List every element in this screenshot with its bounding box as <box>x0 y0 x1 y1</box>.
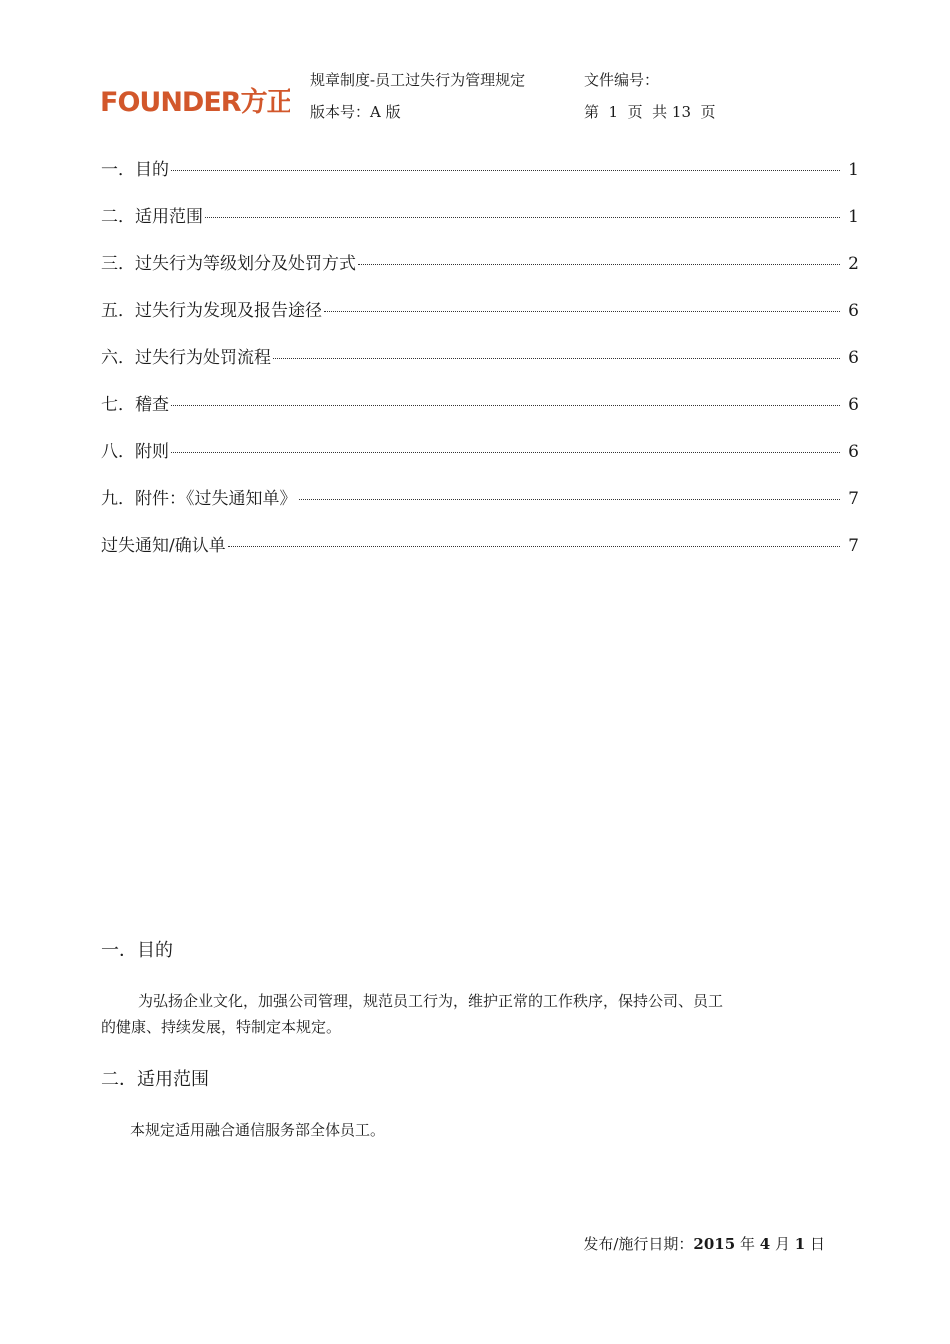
page-info: 第 1 页 共 13 页 <box>584 103 716 121</box>
toc-leader-dots <box>324 311 840 312</box>
toc-entry-title: 一．目的 <box>101 160 169 180</box>
toc-entry-title: 八．附则 <box>101 442 169 462</box>
toc-entry-page: 6 <box>848 395 859 415</box>
publish-date <box>583 1233 825 1254</box>
toc-entry-page: 2 <box>848 254 859 274</box>
toc-entry-page: 7 <box>848 536 859 556</box>
toc-leader-dots <box>299 499 841 500</box>
founder-logo <box>100 84 290 118</box>
toc-entry-title: 三．过失行为等级划分及处罚方式 <box>101 254 356 274</box>
toc-entry-title: 七．稽查 <box>101 395 169 415</box>
year-unit: 年 <box>739 1235 755 1253</box>
toc-entry[interactable] <box>101 484 859 510</box>
version-label: 版本号：A 版 <box>310 103 401 121</box>
doc-title: 规章制度-员工过失行为管理规定 <box>310 71 526 89</box>
toc-entry-page: 6 <box>848 348 859 368</box>
toc-entry-page: 6 <box>848 442 859 462</box>
toc-entry-page: 6 <box>848 301 859 321</box>
toc-leader-dots <box>228 546 840 547</box>
section-heading-scope: 二．适用范围 <box>101 1069 209 1090</box>
toc-leader-dots <box>358 264 840 265</box>
toc-entry-title: 九．附件：《过失通知单》 <box>101 489 297 509</box>
logo-text: FOUNDER方正 <box>100 87 290 118</box>
purpose-paragraph-line2: 的健康、持续发展，特制定本规定。 <box>101 1018 342 1036</box>
toc-entry[interactable] <box>101 531 859 557</box>
founder-logo-graphic <box>100 84 290 118</box>
toc-entry-title: 二．适用范围 <box>101 207 203 227</box>
publish-month: 4 <box>759 1235 771 1253</box>
publish-date-label: 发布/施行日期： <box>583 1235 694 1253</box>
toc-leader-dots <box>171 170 840 171</box>
toc-leader-dots <box>273 358 840 359</box>
publish-day: 1 <box>794 1235 806 1253</box>
toc-entry[interactable] <box>101 343 859 369</box>
section-heading-purpose: 一．目的 <box>101 940 173 961</box>
toc-entry[interactable] <box>101 155 859 181</box>
toc-entry[interactable] <box>101 249 859 275</box>
toc-entry-title: 六．过失行为处罚流程 <box>101 348 271 368</box>
day-unit: 日 <box>809 1235 825 1253</box>
toc-leader-dots <box>171 452 840 453</box>
toc-entry-page: 7 <box>848 489 859 509</box>
toc-leader-dots <box>205 217 840 218</box>
toc-entry[interactable] <box>101 390 859 416</box>
publish-year: 2015 <box>693 1235 736 1253</box>
toc-entry-page: 1 <box>848 160 859 180</box>
toc-leader-dots <box>171 405 840 406</box>
toc-entry[interactable] <box>101 202 859 228</box>
file-number-label: 文件编号： <box>584 71 660 89</box>
scope-paragraph: 本规定适用融合通信服务部全体员工。 <box>130 1121 386 1139</box>
toc-entry-title: 五．过失行为发现及报告途径 <box>101 301 322 321</box>
month-unit: 月 <box>774 1235 790 1253</box>
toc-entry-page: 1 <box>848 207 859 227</box>
purpose-paragraph-line1: 为弘扬企业文化，加强公司管理，规范员工行为，维护正常的工作秩序，保持公司、员工 <box>138 992 724 1010</box>
toc-entry-title: 过失通知/确认单 <box>101 536 226 556</box>
toc-entry[interactable] <box>101 296 859 322</box>
toc-entry[interactable] <box>101 437 859 463</box>
